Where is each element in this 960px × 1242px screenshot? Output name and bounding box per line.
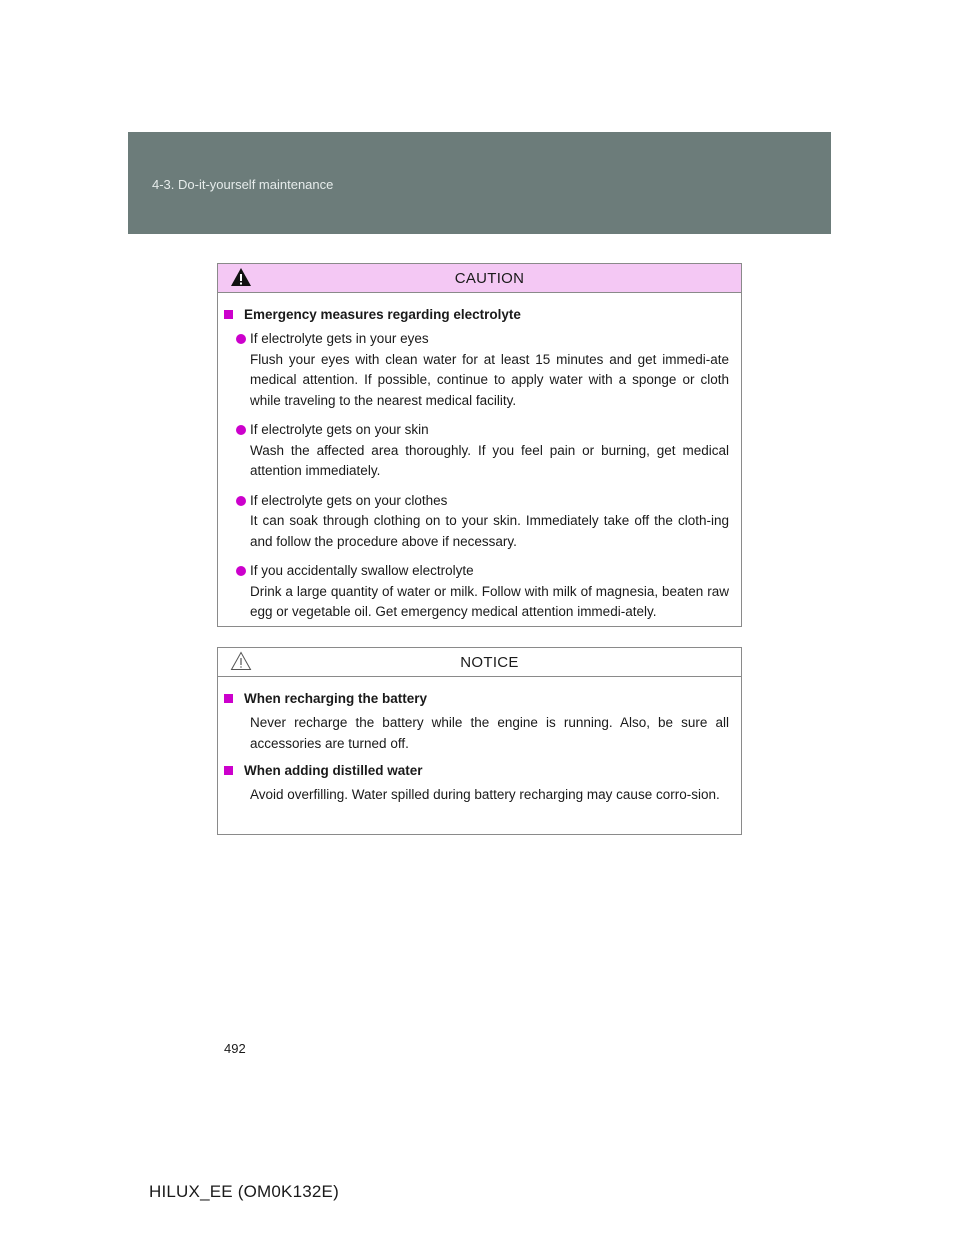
notice-title: NOTICE xyxy=(460,653,519,671)
caution-heading: Emergency measures regarding electrolyte xyxy=(224,305,741,325)
caution-item: If you accidentally swallow electrolyte Drink a large quantity of water or milk. Follow with milk of magnesia, beaten raw egg or vegetable oil. Get emergency medical attention immedi-ately. xyxy=(250,561,729,623)
notice-heading: When adding distilled water xyxy=(224,761,741,781)
square-bullet-icon xyxy=(224,694,233,703)
round-bullet-icon xyxy=(236,425,246,435)
document-code: HILUX_EE (OM0K132E) xyxy=(149,1182,339,1201)
caution-item: If electrolyte gets on your clothes It can soak through clothing on to your skin. Immediately take off the cloth-ing and follow the procedure above if necessary. xyxy=(250,491,729,553)
caution-header xyxy=(218,264,741,293)
caution-box xyxy=(217,263,742,627)
notice-text: Avoid overfilling. Water spilled during battery recharging may cause corro-sion. xyxy=(250,787,720,802)
caution-item: If electrolyte gets on your skin Wash the affected area thoroughly. If you feel pain or burning, get medical attention immediately. xyxy=(250,420,729,482)
round-bullet-icon xyxy=(236,566,246,576)
round-bullet-icon xyxy=(236,334,246,344)
notice-box xyxy=(217,647,742,835)
warning-filled-icon xyxy=(230,267,252,287)
round-bullet-icon xyxy=(236,496,246,506)
square-bullet-icon xyxy=(224,310,233,319)
square-bullet-icon xyxy=(224,766,233,775)
page-number: 492 xyxy=(224,1041,246,1056)
section-title: 4-3. Do-it-yourself maintenance xyxy=(152,177,334,192)
warning-outline-icon xyxy=(230,651,252,671)
notice-heading: When recharging the battery xyxy=(224,689,741,709)
caution-item: If electrolyte gets in your eyes Flush your eyes with clean water for at least 15 minutes and get immedi-ate medical attention. If possible, continue to apply water with a sponge or cloth while traveling to the nearest medical facility. xyxy=(250,329,729,411)
notice-text: Never recharge the battery while the engine is running. Also, be sure all accessories are turned off. xyxy=(250,715,729,751)
notice-header xyxy=(218,648,741,677)
caution-title: CAUTION xyxy=(454,269,525,287)
section-header xyxy=(128,132,831,234)
